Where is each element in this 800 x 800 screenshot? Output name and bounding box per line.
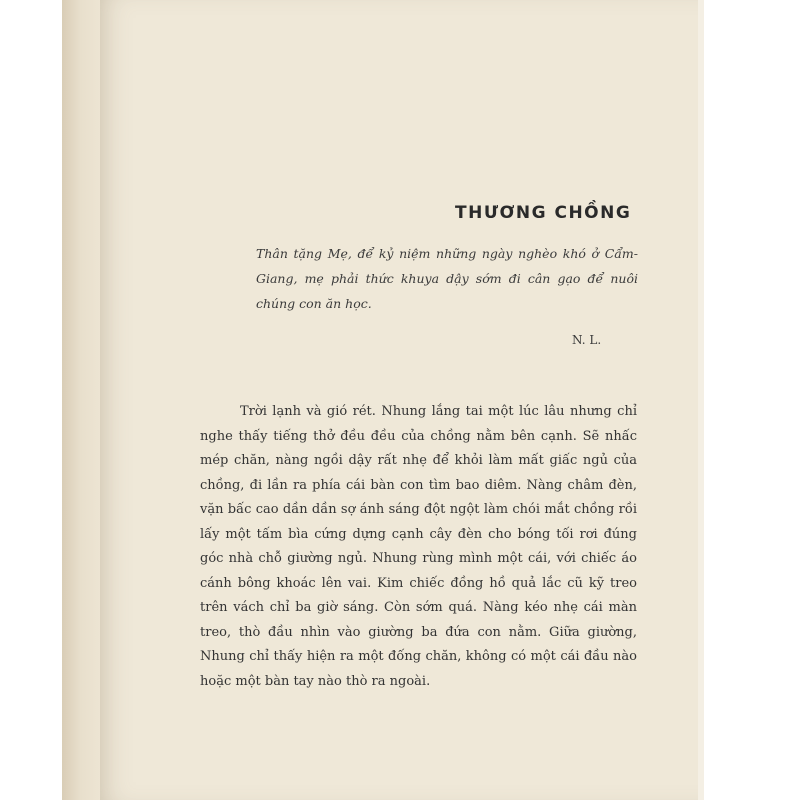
dedication-signature: N. L. [572, 333, 602, 347]
body-paragraph: Trời lạnh và gió rét. Nhung lắng tai một lúc lâu nhưng chỉ nghe thấy tiếng thở đều đều của chồng nằm bên cạnh. Sẽ nhấc mép chăn, nàng ngồi dậy rất nhẹ để khỏi làm mất giấc ngủ của chồng, đi lần ra phía cái bàn con tìm bao diêm. Nàng châm đèn, vặn bấc cao dần dần sợ ánh sáng đột ngột làm chói mắt chồng rồi lấy một tấm bìa cứng dựng cạnh cây đèn cho bóng tối rơi đúng góc nhà chỗ giường ngủ. Nhung rùng mình một cái, với chiếc áo cánh bông khoác lên vai. Kim chiếc đồng hồ quả lắc cũ kỹ treo trên vách chỉ ba giờ sáng. Còn sớm quá. Nàng kéo nhẹ cái màn treo, thò đầu nhìn vào giường ba đứa con nằm. Giữa giường, Nhung chỉ thấy hiện ra một đống chăn, không có một cái đầu nào hoặc một bàn tay nào thò ra ngoài. [200, 404, 637, 689]
dedication-text: Thân tặng Mẹ, để kỷ niệm những ngày nghèo khó ở Cẩm-Giang, mẹ phải thức khuya dậy sớm đi cân gạo để nuôi chúng con ăn học. [256, 246, 638, 311]
chapter-title: THƯƠNG CHỒNG [455, 203, 632, 223]
page-edge [698, 0, 704, 800]
